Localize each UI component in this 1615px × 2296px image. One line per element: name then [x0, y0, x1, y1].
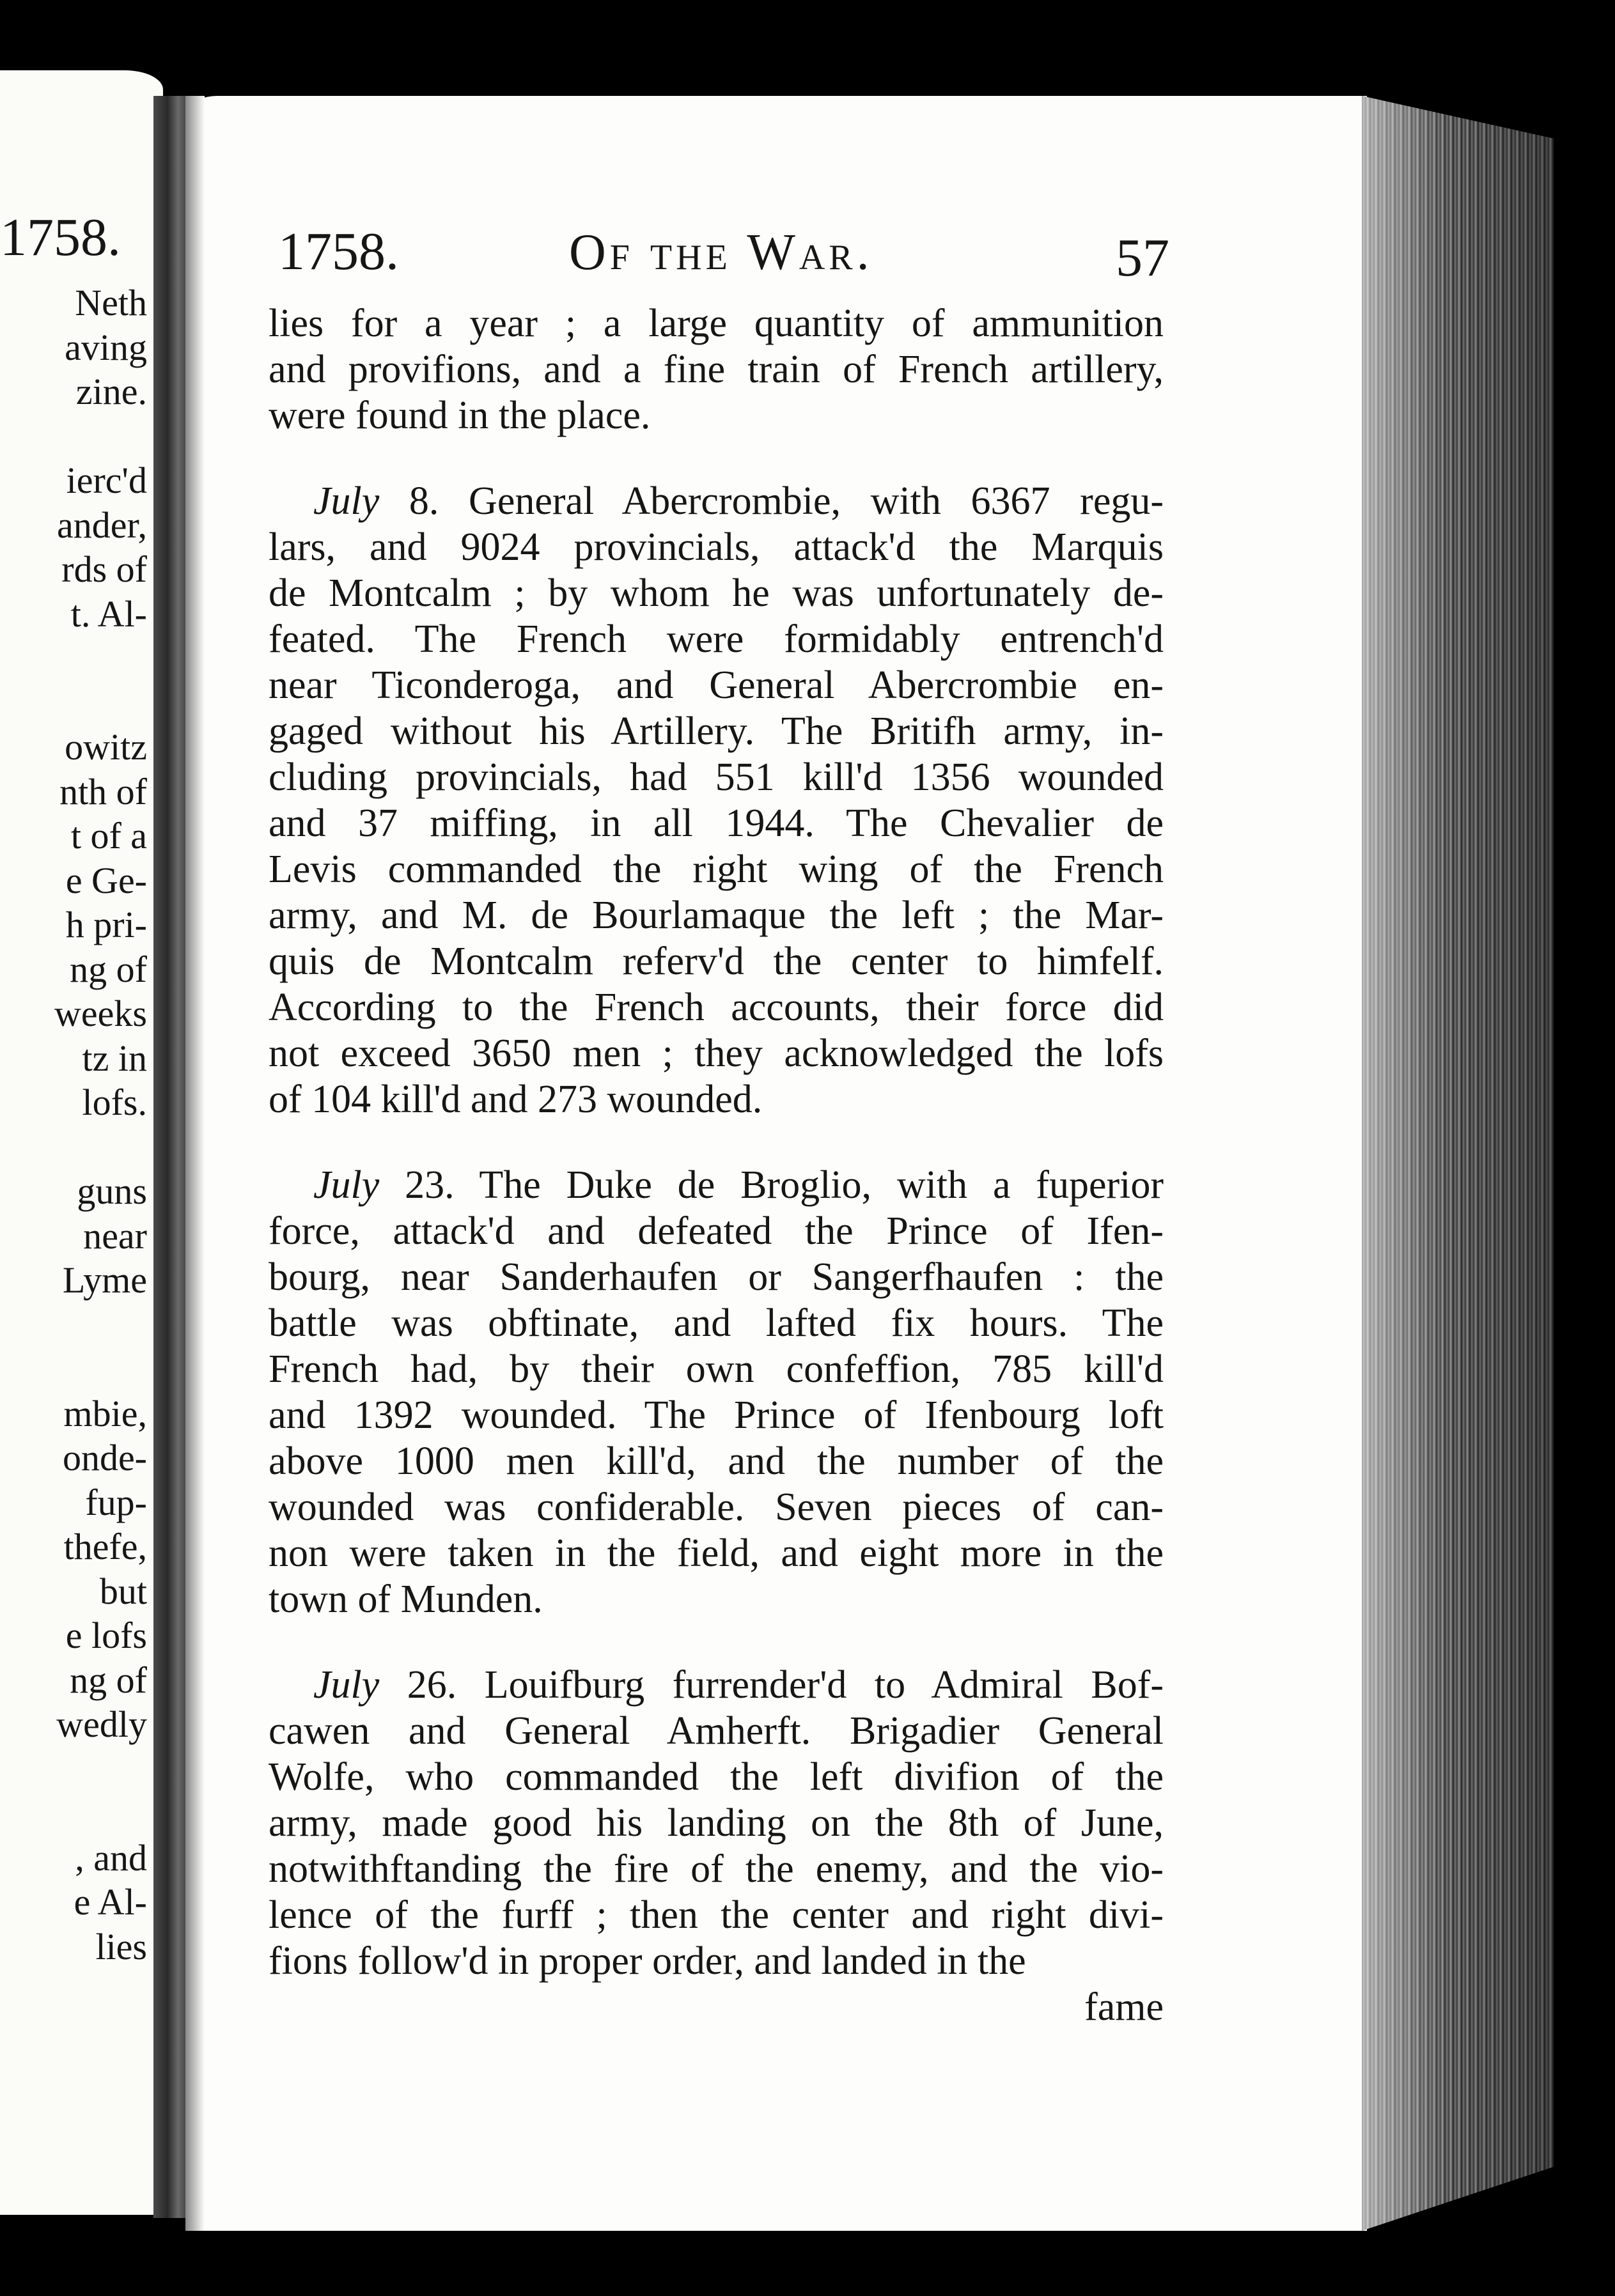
- left-page-line: aving: [65, 326, 147, 368]
- text-line: above 1000 men kill'd, and the number of the: [269, 1439, 1164, 1483]
- fore-edge-shading: [1362, 96, 1554, 2231]
- catchword: fame: [1084, 1985, 1164, 2029]
- text-line: were found in the place.: [269, 394, 651, 437]
- date-label: July: [313, 479, 380, 523]
- left-page-line: owitz: [65, 726, 147, 768]
- text-line: cluding provincials, had 551 kill'd 1356 wounded: [269, 756, 1164, 799]
- text-line: and 1392 wounded. The Prince of Ifenbourg loft: [269, 1393, 1164, 1437]
- left-page-line: t of a: [70, 815, 147, 857]
- page-gutter-shadow: [185, 96, 205, 2231]
- line-text: 23. The Duke de Broglio, with a fuperior: [379, 1163, 1164, 1207]
- running-head: [278, 221, 1173, 291]
- left-page-line: onde-: [62, 1437, 147, 1478]
- left-page-line: mbie,: [63, 1392, 147, 1434]
- left-page-line: lies: [95, 1925, 147, 1967]
- line-text: 8. General Abercrombie, with 6367 regu-: [379, 479, 1164, 523]
- left-page-line: thefe,: [63, 1526, 147, 1567]
- left-page-line: zine.: [75, 371, 147, 412]
- page-number: 57: [1116, 228, 1169, 288]
- date-label: July: [313, 1663, 380, 1707]
- text-line: French had, by their own confeffion, 785 kill'd: [269, 1347, 1164, 1391]
- running-head-title: Of the War.: [569, 224, 873, 281]
- text-line: of 104 kill'd and 273 wounded.: [269, 1078, 763, 1121]
- text-line: near Ticonderoga, and General Abercrombie en-: [269, 663, 1164, 707]
- text-line: lars, and 9024 provincials, attack'd the Marquis: [269, 525, 1164, 569]
- left-page-line: ng of: [70, 1659, 147, 1701]
- text-line: and 37 miffing, in all 1944. The Chevalier de: [269, 802, 1164, 845]
- left-page-line: ierc'd: [66, 460, 147, 501]
- text-line: not exceed 3650 men ; they acknowledged the lofs: [269, 1032, 1164, 1075]
- text-line: cawen and General Amherft. Brigadier General: [269, 1709, 1164, 1753]
- left-page-year: 1758.: [0, 208, 121, 267]
- text-line: [313, 1662, 1164, 1708]
- left-page-line: nth of: [59, 770, 147, 812]
- left-page-line: Lyme: [62, 1259, 147, 1301]
- left-page-line: lofs.: [82, 1082, 147, 1123]
- left-page-line: weeks: [54, 993, 147, 1034]
- left-page-line: wedly: [56, 1703, 147, 1745]
- left-page-line: ng of: [70, 948, 147, 990]
- left-page-line: t. Al-: [70, 593, 147, 635]
- left-page-line: e Ge-: [65, 859, 147, 901]
- line-text: 26. Louifburg furrender'd to Admiral Bof-: [379, 1663, 1164, 1707]
- running-head-year: 1758.: [278, 222, 399, 281]
- text-line: and provifions, and a fine train of French artillery,: [269, 348, 1164, 391]
- text-line: army, made good his landing on the 8th of June,: [269, 1801, 1164, 1845]
- text-line: de Montcalm ; by whom he was unfortunately de-: [269, 571, 1164, 615]
- text-line: According to the French accounts, their force did: [269, 986, 1164, 1029]
- text-line: army, and M. de Bourlamaque the left ; the Mar-: [269, 894, 1164, 937]
- text-line: gaged without his Artillery. The Britifh army, in-: [269, 710, 1164, 753]
- text-line: bourg, near Sanderhaufen or Sangerfhaufen : the: [269, 1255, 1164, 1299]
- left-page-line: rds of: [61, 548, 147, 590]
- left-page-line: but: [99, 1570, 147, 1612]
- text-line: [313, 478, 1164, 524]
- text-line: quis de Montcalm referv'd the center to himfelf.: [269, 940, 1164, 983]
- text-line: non were taken in the field, and eight more in the: [269, 1532, 1164, 1575]
- text-line: force, attack'd and defeated the Prince of Ifen-: [269, 1209, 1164, 1253]
- text-line: [313, 1162, 1164, 1208]
- left-page-line: , and: [75, 1836, 147, 1879]
- text-line: Wolfe, who commanded the left divifion of the: [269, 1755, 1164, 1799]
- text-line: notwithftanding the fire of the enemy, and the vio-: [269, 1847, 1164, 1891]
- book-gutter: [153, 96, 189, 2218]
- left-page-line: ander,: [57, 504, 147, 546]
- text-line: feated. The French were formidably entrench'd: [269, 617, 1164, 661]
- left-page-line: Neth: [75, 282, 147, 323]
- date-label: July: [313, 1163, 380, 1207]
- left-page-line: fup-: [85, 1481, 147, 1523]
- text-line: Levis commanded the right wing of the French: [269, 848, 1164, 891]
- text-line: lence of the furff ; then the center and right divi-: [269, 1893, 1164, 1937]
- text-line: lies for a year ; a large quantity of ammunition: [269, 302, 1164, 345]
- left-page-line: e lofs: [65, 1615, 147, 1656]
- left-page-line: near: [83, 1214, 147, 1257]
- left-page-line: e Al-: [74, 1881, 147, 1923]
- left-page-line: tz in: [82, 1037, 147, 1079]
- text-line: wounded was confiderable. Seven pieces of can-: [269, 1485, 1164, 1529]
- left-page-line: guns: [77, 1170, 147, 1212]
- left-page-line: h pri-: [65, 904, 147, 945]
- text-line: fions follow'd in proper order, and landed in the: [269, 1939, 1026, 1983]
- text-line: battle was obftinate, and lafted fix hours. The: [269, 1301, 1164, 1345]
- text-line: town of Munden.: [269, 1578, 543, 1621]
